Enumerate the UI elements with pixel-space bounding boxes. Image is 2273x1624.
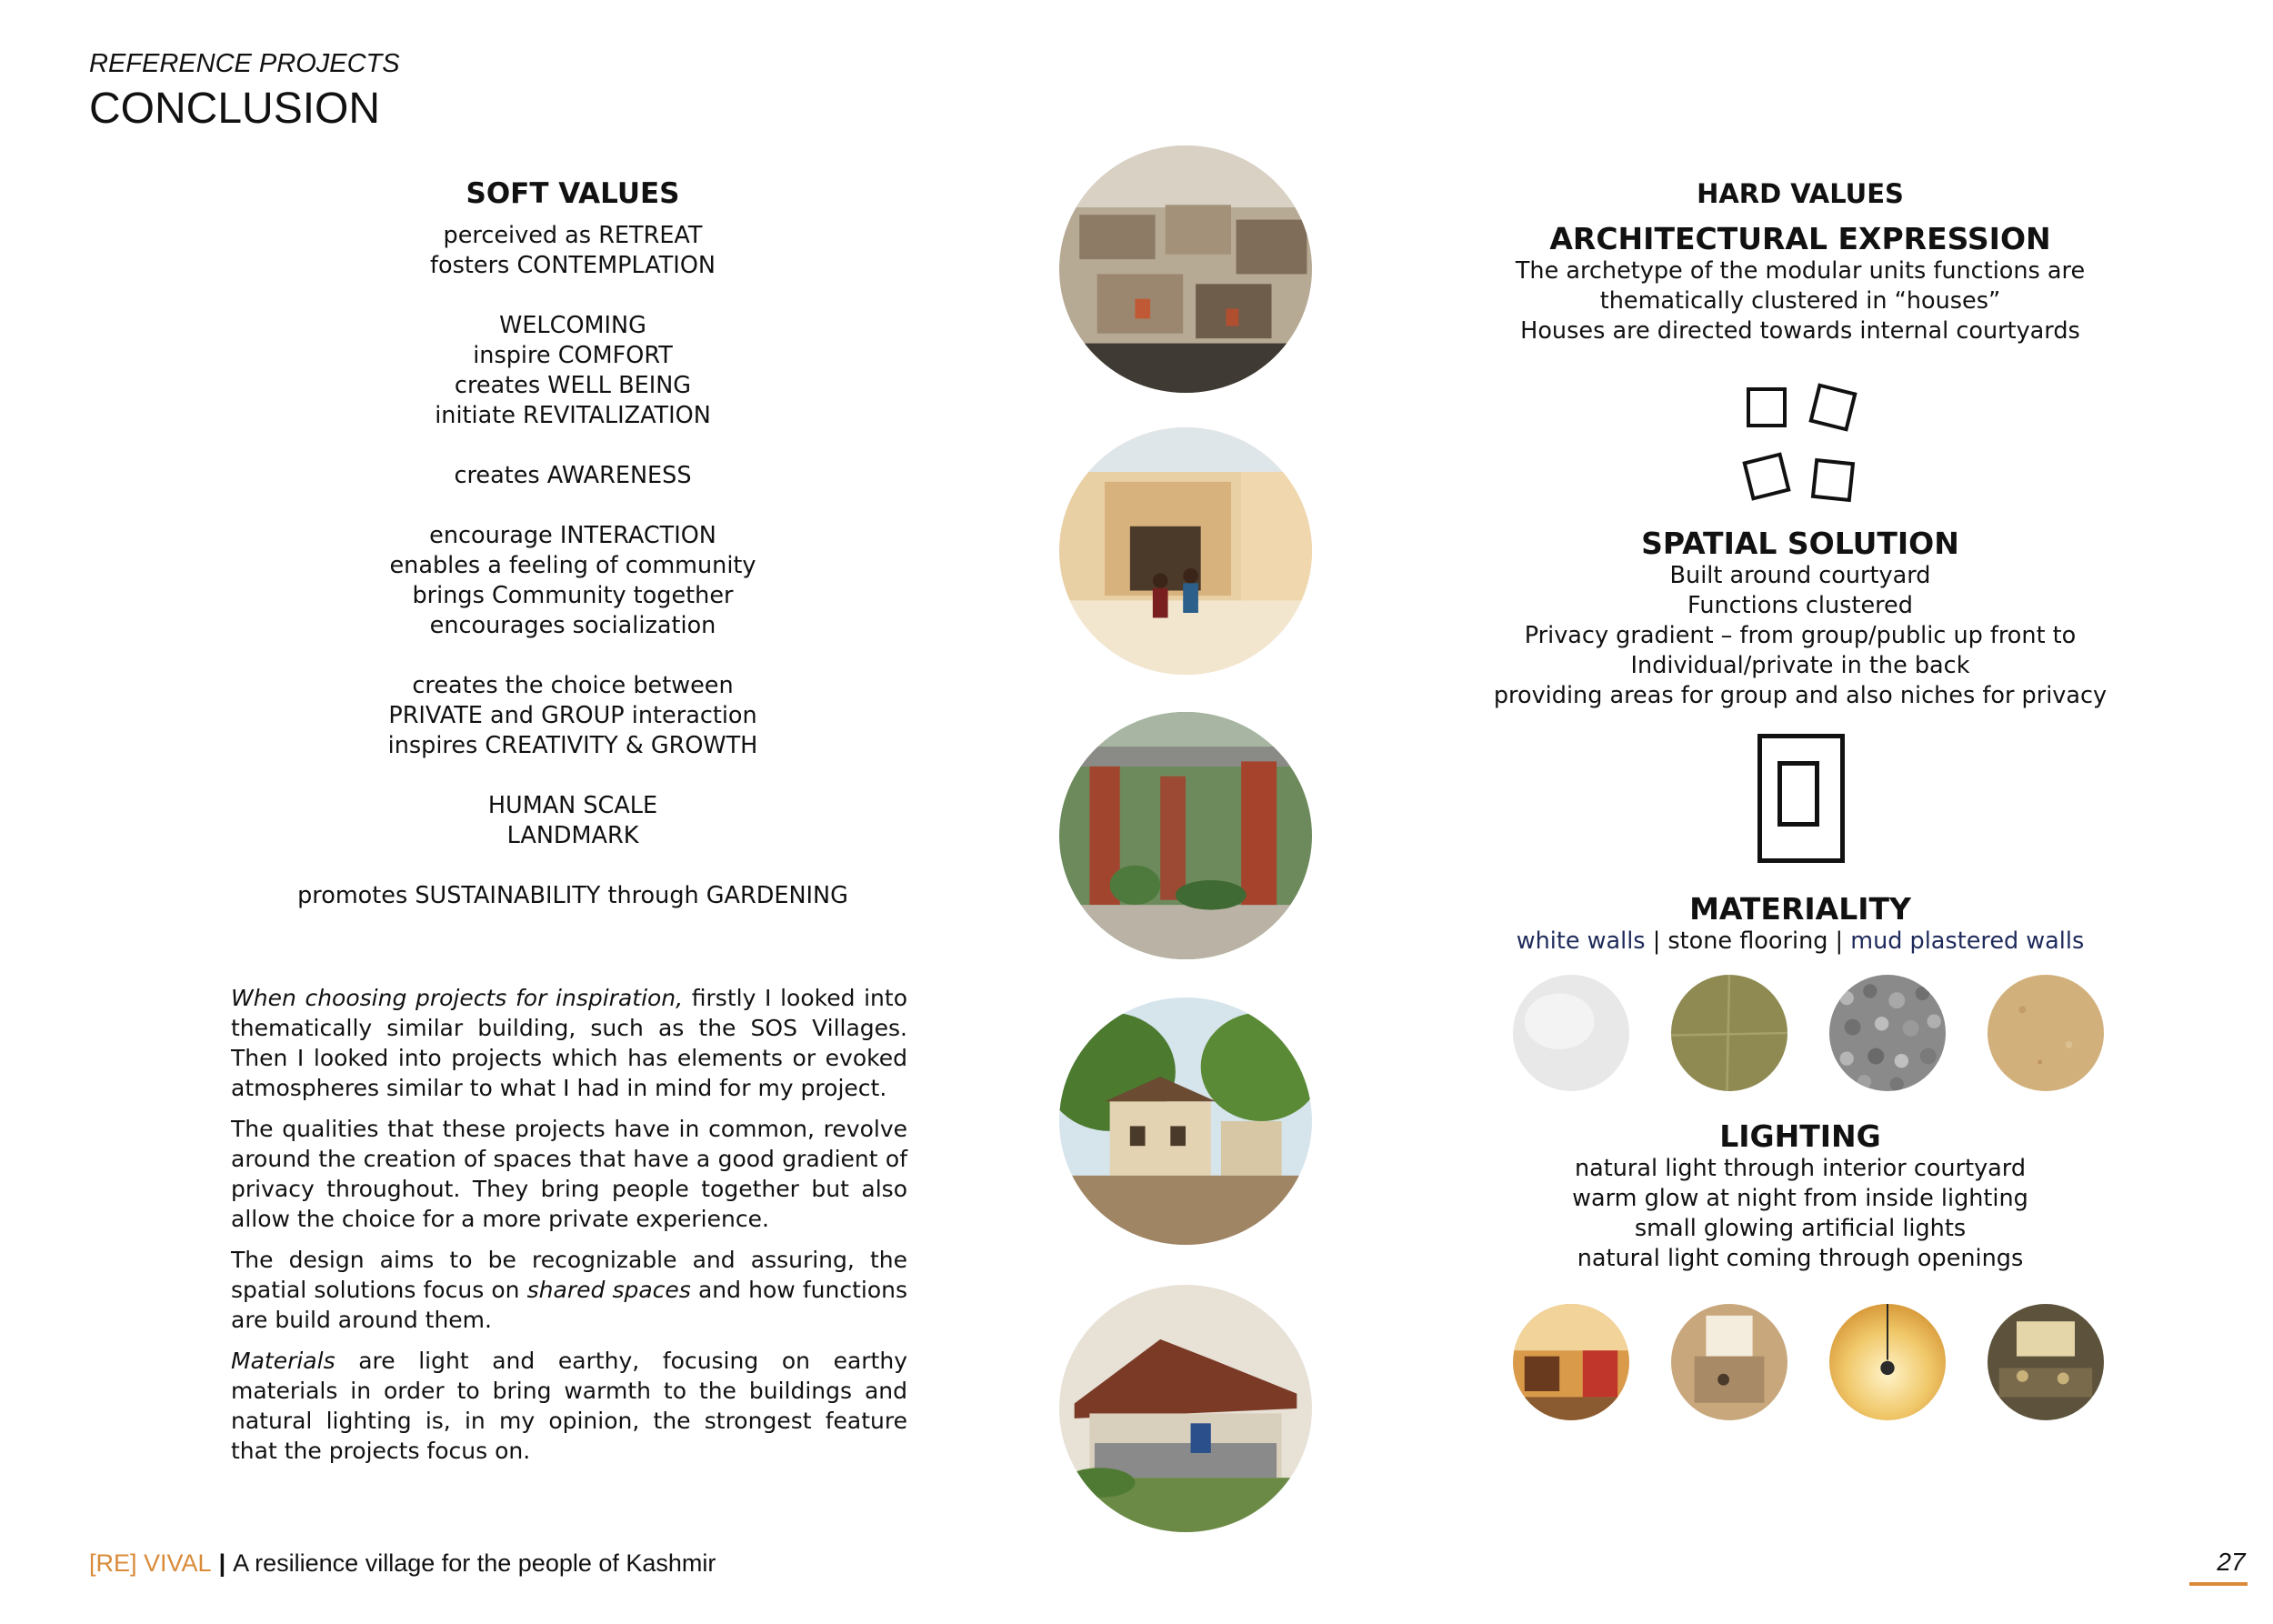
interior-warm-light-photo: [1513, 1304, 1629, 1420]
soft-value-line: inspire COMFORT: [473, 342, 673, 369]
gravel-swatch: [1829, 975, 1946, 1091]
soft-values-group: [255, 881, 891, 911]
tiled-roof-house-photo: [1059, 1285, 1312, 1532]
soft-values-group: [255, 521, 891, 641]
architectural-expression-block: [1455, 221, 2146, 346]
spatial-solution-block: [1455, 526, 2146, 711]
text-run: and how functions are build around them.: [231, 1277, 907, 1333]
soft-value-line: creates AWARENESS: [454, 462, 692, 489]
modular-units-diagram: [1744, 376, 1871, 504]
module-square-icon: [1742, 452, 1790, 500]
material-stone-flooring: stone flooring: [1667, 927, 1828, 955]
lighting-line: small glowing artificial lights: [1634, 1215, 1967, 1242]
soft-value-line: promotes SUSTAINABILITY through GARDENING: [297, 882, 848, 909]
soft-value-line: creates the choice between: [412, 672, 734, 699]
soft-values-heading: SOFT VALUES: [466, 177, 680, 210]
italic-phrase: When choosing projects for inspiration,: [231, 985, 684, 1011]
text-run: are light and earthy, focusing on earthy materials in order to bring warmth to the buildings and natural lighting is, in my opinion, the strongest feature that the projects focus on.: [231, 1348, 907, 1464]
soft-values-group: [255, 311, 891, 431]
soft-value-line: fosters CONTEMPLATION: [430, 252, 716, 279]
materiality-block: [1455, 891, 2146, 957]
body-text: [231, 983, 907, 1477]
footer-brand: [RE] VIVAL: [89, 1549, 212, 1577]
soft-value-line: perceived as RETREAT: [443, 222, 703, 249]
spatial-line: Functions clustered: [1687, 592, 1913, 619]
arch-line: Houses are directed towards internal courtyards: [1520, 317, 2080, 345]
spatial-line: Privacy gradient – from group/public up front to: [1524, 622, 2077, 649]
footer: [89, 1549, 716, 1578]
page-title: CONCLUSION: [89, 85, 381, 133]
soft-value-line: brings Community together: [412, 582, 734, 609]
white-wall-swatch: [1513, 975, 1629, 1091]
mud-plaster-swatch: [1988, 975, 2104, 1091]
stone-floor-swatch: [1671, 975, 1787, 1091]
separator: |: [1652, 927, 1661, 955]
lighting-block: [1455, 1118, 2146, 1274]
arch-line: The archetype of the modular units functions are: [1515, 257, 2086, 285]
soft-values-group: [255, 791, 891, 851]
footer-separator: |: [218, 1549, 226, 1577]
paragraph: [231, 1346, 907, 1466]
soft-value-line: encourage INTERACTION: [429, 522, 716, 549]
architectural-expression-heading: ARCHITECTURAL EXPRESSION: [1549, 221, 2051, 256]
lighting-heading: LIGHTING: [1719, 1118, 1881, 1154]
soft-value-line: LANDMARK: [506, 822, 639, 849]
lighting-line: natural light through interior courtyard: [1574, 1155, 2027, 1182]
italic-phrase: shared spaces: [526, 1277, 691, 1303]
section-kicker: REFERENCE PROJECTS: [89, 49, 400, 78]
module-square-icon: [1808, 383, 1857, 431]
materiality-heading: MATERIALITY: [1689, 891, 1911, 927]
village-houses-trees-photo: [1059, 997, 1312, 1245]
lighting-line: warm glow at night from inside lighting: [1572, 1185, 2028, 1212]
paragraph: [231, 1245, 907, 1335]
soft-value-line: PRIVATE and GROUP interaction: [388, 702, 757, 729]
spatial-line: providing areas for group and also niches for privacy: [1493, 682, 2108, 709]
text-run: The design aims to be recognizable and assuring, the spatial solutions focus on: [231, 1247, 907, 1303]
pendant-bulb-photo: [1829, 1304, 1946, 1420]
material-white-walls: white walls: [1516, 927, 1646, 955]
aerial-village-photo: [1059, 145, 1312, 393]
separator: |: [1835, 927, 1844, 955]
brick-pergola-garden-photo: [1059, 712, 1312, 959]
soft-values-column: [255, 177, 891, 941]
soft-value-line: WELCOMING: [499, 312, 646, 339]
soft-value-line: inspires CREATIVITY & GROWTH: [387, 732, 758, 759]
soft-values-group: [255, 671, 891, 761]
soft-value-line: encourages socialization: [429, 612, 716, 639]
text-run: firstly I looked into thematically similar building, such as the SOS Villages. Then I looked into projects which has elements or evoked atmospheres similar to what I had in mind for my project.: [231, 985, 907, 1101]
soft-value-line: creates WELL BEING: [454, 372, 692, 399]
arch-line: thematically clustered in “houses”: [1599, 287, 2001, 315]
inner-courtyard-icon: [1777, 761, 1819, 827]
italic-phrase: Materials: [231, 1348, 335, 1374]
module-square-icon: [1811, 458, 1855, 502]
soft-value-line: enables a feeling of community: [389, 552, 756, 579]
hard-values-title: HARD VALUES: [1697, 178, 1904, 209]
page-number: 27: [2217, 1548, 2246, 1576]
soft-value-line: initiate REVITALIZATION: [435, 402, 711, 429]
lighting-line: natural light coming through openings: [1577, 1245, 2024, 1272]
courtyard-light-photo: [1671, 1304, 1787, 1420]
materiality-line: [1455, 927, 2146, 957]
courtyard-children-photo: [1059, 427, 1312, 675]
module-square-icon: [1747, 387, 1787, 427]
spatial-line: Built around courtyard: [1669, 562, 1931, 589]
spatial-line: Individual/private in the back: [1630, 652, 1970, 679]
paragraph: [231, 983, 907, 1103]
page-number-underline: [2189, 1582, 2248, 1586]
soft-value-line: HUMAN SCALE: [487, 792, 658, 819]
material-mud-plaster: mud plastered walls: [1850, 927, 2085, 955]
footer-subtitle: A resilience village for the people of Kashmir: [233, 1549, 716, 1577]
hard-values-heading-text: [1455, 178, 2146, 209]
courtyard-diagram-icon: [1757, 734, 1845, 863]
soft-values-group: [255, 221, 891, 281]
interior-openings-photo: [1988, 1304, 2104, 1420]
soft-values-group: [255, 461, 891, 491]
paragraph: The qualities that these projects have in common, revolve around the creation of spaces that have a good gradient of privacy throughout. They bring people together but also allow the choice for a more private experience.: [231, 1116, 907, 1232]
spatial-solution-heading: SPATIAL SOLUTION: [1641, 526, 1959, 561]
